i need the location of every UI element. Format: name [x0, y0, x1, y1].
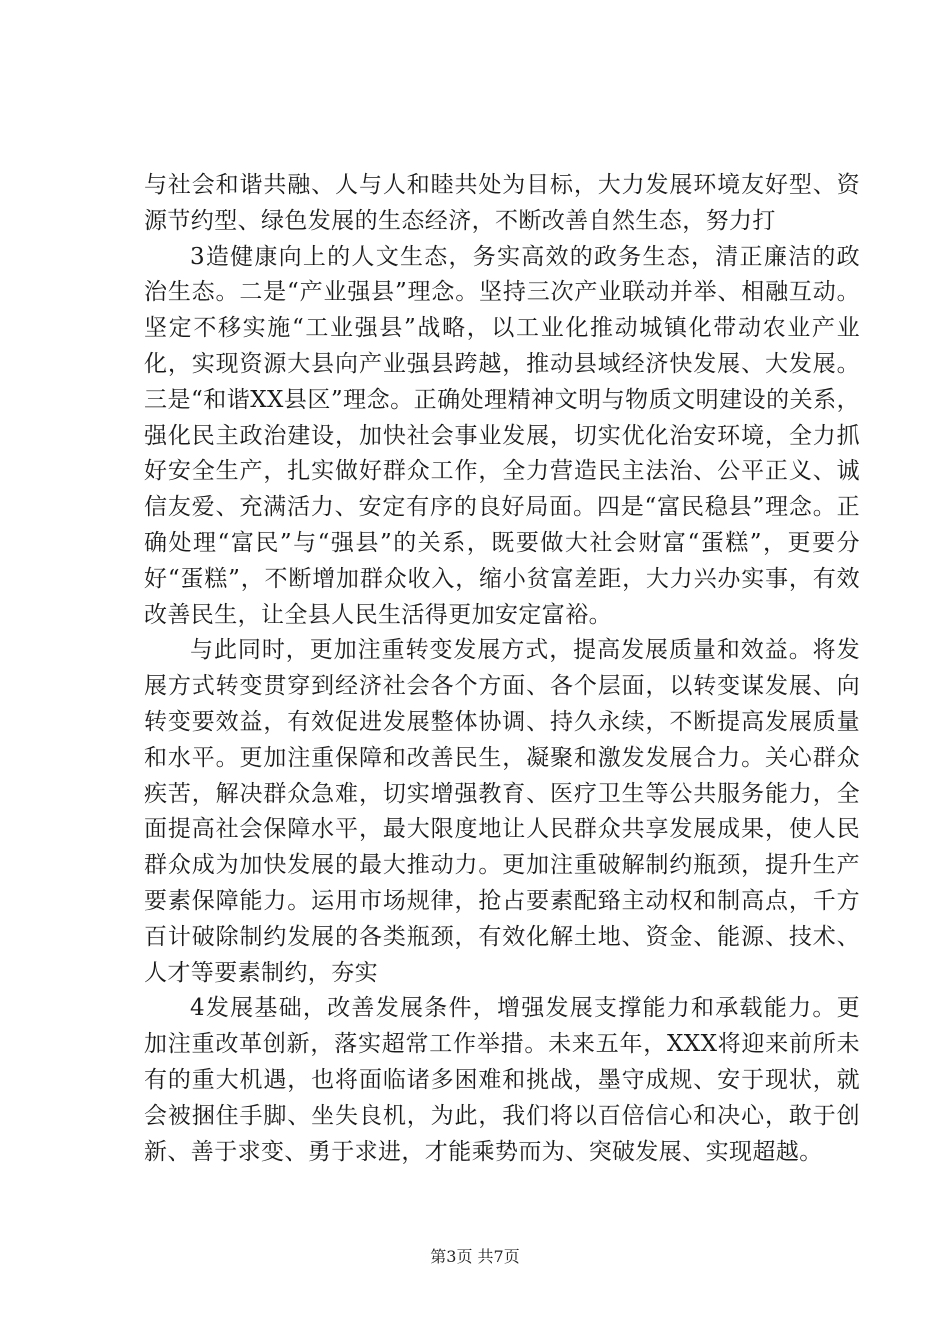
paragraph-1: 与社会和谐共融、人与人和睦共处为目标，大力发展环境友好型、资源节约型、绿色发展的生态经济，不断改善自然生态，努力打: [144, 172, 860, 234]
document-body: [144, 168, 860, 1170]
page-number-footer: 第3页 共7页: [430, 1247, 520, 1266]
paragraph-2: 3造健康向上的人文生态，务实高效的政务生态，清正廉洁的政治生态。二是“产业强县”理念。坚持三次产业联动并举、相融互动。坚定不移实施“工业强县”战略，以工业化推动城镇化带动农业产业化，实现资源大县向产业强县跨越，推动县域经济快发展、大发展。三是“和谐XX县区”理念。正确处理精神文明与物质文明建设的关系，强化民主政治建设，加快社会事业发展，切实优化治安环境，全力抓好安全生产，扎实做好群众工作，全力营造民主法治、公平正义、诚信友爱、充满活力、安定有序的良好局面。四是“富民稳县”理念。正确处理“富民”与“强县”的关系，既要做大社会财富“蛋糕”，更要分好“蛋糕”，不断增加群众收入，缩小贫富差距，大力兴办实事，有效改善民生，让全县人民生活得更加安定富裕。: [144, 243, 860, 628]
paragraph-3: 与此同时，更加注重转变发展方式，提高发展质量和效益。将发展方式转变贯穿到经济社会各个方面、各个层面，以转变谋发展、向转变要效益，有效促进发展整体协调、持久永续，不断提高发展质量和水平。更加注重保障和改善民生，凝聚和激发发展合力。关心群众疾苦，解决群众急难，切实增强教育、医疗卫生等公共服务能力，全面提高社会保障水平，最大限度地让人民群众共享发展成果，使人民群众成为加快发展的最大推动力。更加注重破解制约瓶颈，提升生产要素保障能力。运用市场规律，抢占要素配臵主动权和制高点，千方百计破除制约发展的各类瓶颈，有效化解土地、资金、能源、技术、人才等要素制约，夯实: [144, 637, 860, 986]
paragraph-4: 4发展基础，改善发展条件，增强发展支撑能力和承载能力。更加注重改革创新，落实超常工作举措。未来五年，XXX将迎来前所未有的重大机遇，也将面临诸多困难和挑战，墨守成规、安于现状，就会被捆住手脚、坐失良机，为此，我们将以百倍信心和决心，敢于创新、善于求变、勇于求进，才能乘势而为、突破发展、实现超越。: [144, 995, 860, 1165]
